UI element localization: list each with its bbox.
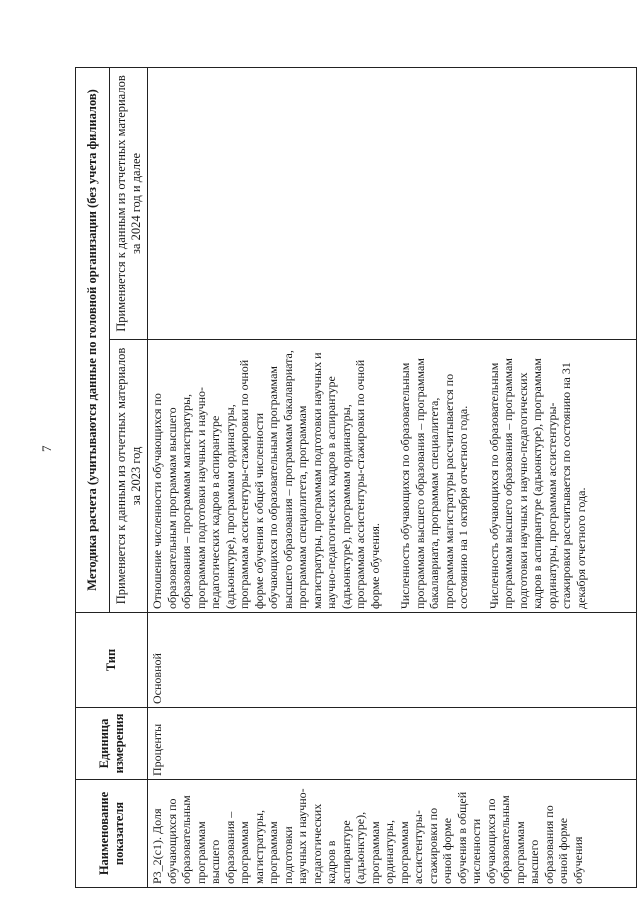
header-2024: Применяется к данным из отчетных материалов за 2024 год и далее (110, 68, 148, 340)
unit-cell: Проценты (148, 708, 637, 780)
method-2023-cell (148, 340, 637, 613)
header-unit: Единица измерения (76, 708, 148, 780)
method-2023-paragraph-3: Численность обучающихся по образовательным программам высшего образования – программам подготовки научных и научно-педагогических кадров в аспирантуре (адъюнктуре), программам ординатуры, программам ассистентуры-стажировки рассчитывается по состоянию на 31 декабря отчетного года. (486, 358, 588, 609)
method-2023-paragraph-1: Отношение численности обучающихся по образовательным программам высшего образования – программам магистратуры, программам подготовки научных и научно-педагогических кадров в аспирантуре (адъюнктуре), программам ординатуры, программам ассистентуры-стажировки по очной форме обучения к общей численности обучающихся по образовательным программам высшего образования – программам бакалавриата, программам специалитета, программам магистратуры, программам подготовки научных и научно-педагогических кадров в аспирантуре (адъюнктуре), программам ординатуры, программам ассистентуры-стажировки по очной форме обучения. (150, 350, 382, 609)
rotated-document (75, 68, 637, 888)
indicator-table (75, 67, 637, 888)
method-2023-paragraph-2: Численность обучающихся по образовательным программам высшего образования – программам бакалавриата, программам специалитета, программам магистратуры рассчитывается по состоянию на 1 октября отчетного года. (398, 358, 470, 609)
header-method: Методика расчета (учитываются данные по головной организации (без учета филиалов) (76, 68, 110, 613)
indicator-name-cell: Р3_2(с1). Доля обучающихся по образовательным программам высшего образования – программам магистратуры, программам подготовки научных и научно-педагогических кадров в аспирантуре (адъюнктуре), программам ординатуры, программам ассистентуры-стажировки по очной форме обучения в общей численности обучающихся по образовательным программам высшего образования по очной форме обучения (148, 780, 637, 888)
method-2024-cell (148, 68, 637, 340)
header-2023: Применяется к данным из отчетных материалов за 2023 год (110, 340, 148, 613)
header-type: Тип (76, 613, 148, 708)
header-name: Наименование показателя (76, 780, 148, 888)
page-number: 7 (39, 445, 54, 452)
type-cell: Основной (148, 613, 637, 708)
